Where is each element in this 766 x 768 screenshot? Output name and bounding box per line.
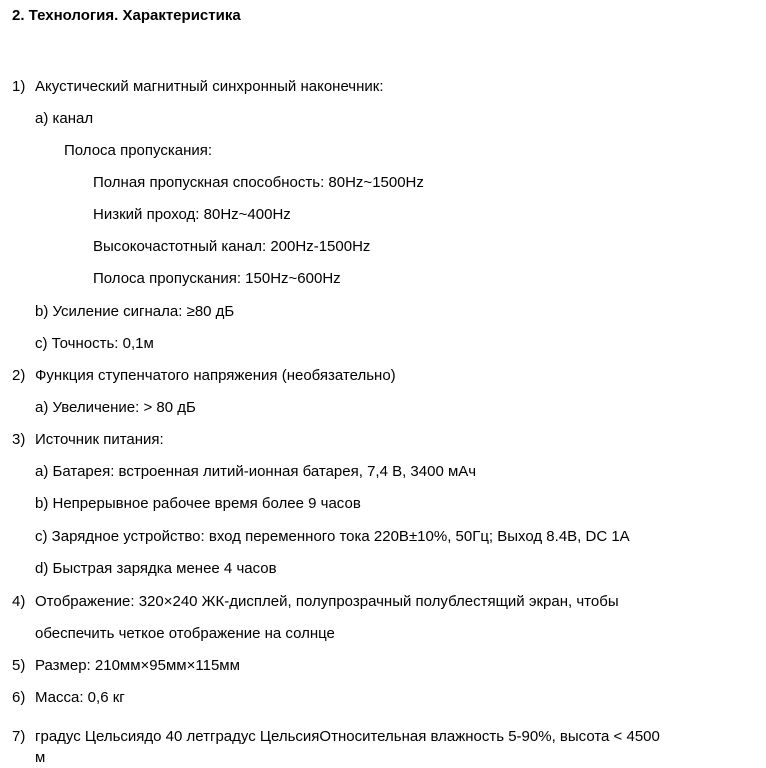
item-4-text-line1: Отображение: 320×240 ЖК-дисплей, полупрозрачный полублестящий экран, чтобы [35, 593, 619, 610]
item-3-text: Источник питания: [35, 431, 164, 448]
item-7-text-line2: м [35, 749, 46, 766]
item-1-text: Акустический магнитный синхронный наконечник: [35, 78, 384, 95]
item-1-sub-c: c) Точность: 0,1м [35, 335, 154, 352]
item-5-text: Размер: 210мм×95мм×115мм [35, 657, 240, 674]
item-4-number: 4) [12, 593, 26, 610]
item-7-number: 7) [12, 728, 26, 745]
item-6-text: Масса: 0,6 кг [35, 689, 125, 706]
item-3-number: 3) [12, 431, 26, 448]
item-1-low-pass: Низкий проход: 80Hz~400Hz [93, 206, 291, 223]
item-1-sub-a: a) канал [35, 110, 94, 127]
item-1-high-channel: Высокочастотный канал: 200Hz-1500Hz [93, 238, 371, 255]
item-2-text: Функция ступенчатого напряжения (необязательно) [35, 367, 396, 384]
item-3-sub-b: b) Непрерывное рабочее время более 9 часов [35, 495, 361, 512]
item-1-full-bandwidth: Полная пропускная способность: 80Hz~1500Hz [93, 174, 424, 191]
item-1-bandpass: Полоса пропускания: 150Hz~600Hz [93, 270, 341, 287]
section-heading: 2. Технология. Характеристика [12, 7, 241, 24]
item-1-sub-b: b) Усиление сигнала: ≥80 дБ [35, 303, 235, 320]
item-3-sub-d: d) Быстрая зарядка менее 4 часов [35, 560, 277, 577]
item-3-sub-a: a) Батарея: встроенная литий-ионная батарея, 7,4 В, 3400 мАч [35, 463, 477, 480]
item-3-sub-c: c) Зарядное устройство: вход переменного тока 220В±10%, 50Гц; Выход 8.4В, DC 1A [35, 528, 630, 545]
item-2-sub-a: a) Увеличение: > 80 дБ [35, 399, 196, 416]
item-2-number: 2) [12, 367, 26, 384]
item-6-number: 6) [12, 689, 26, 706]
item-1-bandwidth-label: Полоса пропускания: [64, 142, 213, 159]
item-7-text-line1: градус Цельсиядо 40 летградус ЦельсияОтносительная влажность 5-90%, высота < 4500 [35, 728, 660, 745]
item-4-text-line2: обеспечить четкое отображение на солнце [35, 625, 335, 642]
item-1-number-label: 1) [12, 78, 26, 95]
item-5-number: 5) [12, 657, 26, 674]
